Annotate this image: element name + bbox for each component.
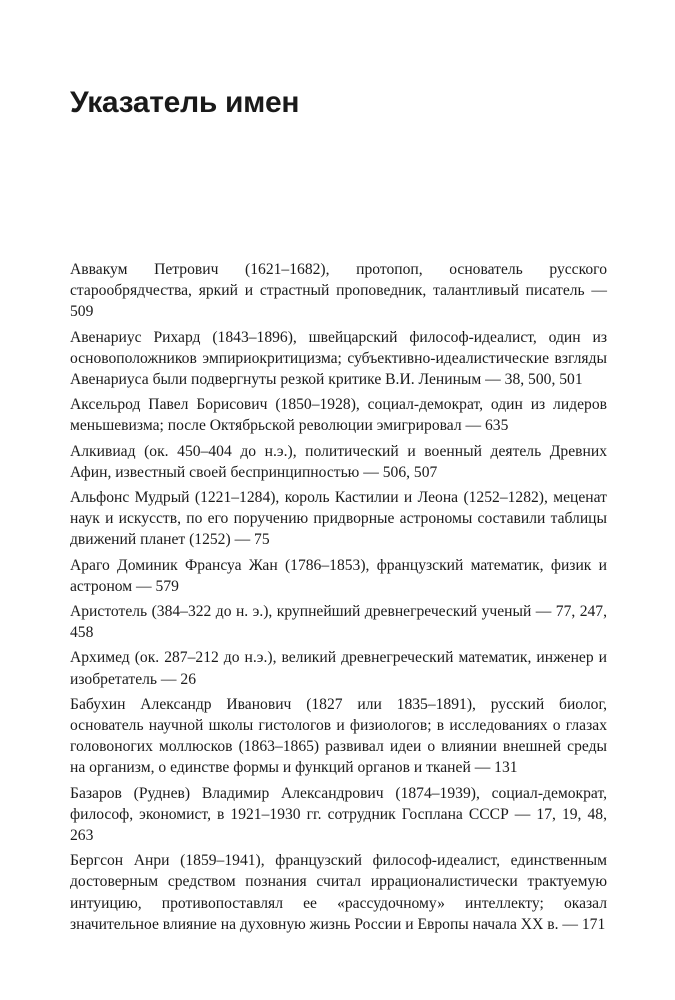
index-entry-arago: Араго Доминик Франсуа Жан (1786–1853), французский математик, физик и астроном — 579 [70, 556, 607, 595]
index-entry-bergson: Бергсон Анри (1859–1941), французский философ-идеалист, единственным достоверным средством познания считал иррационалистически трактуемую интуицию, противопоставлял ее «рассудочному» интеллекту; оказал значительное влияние на духовную жизнь России и Европы начала XX в. — 171 [70, 852, 607, 933]
index-entry-bazarov: Базаров (Руднев) Владимир Александрович (1874–1939), социал-демократ, философ, экономист, в 1921–1930 гг. сотрудник Госплана СССР — 17, 19, 48, 263 [70, 784, 607, 845]
index-entry-akselrod: Аксельрод Павел Борисович (1850–1928), социал-демократ, один из лидеров меньшевизма; после Октябрьской революции эмигрировал — 635 [70, 396, 607, 435]
index-entry-arkhimed: Архимед (ок. 287–212 до н.э.), великий древнегреческий математик, инженер и изобретатель — 26 [70, 649, 607, 688]
index-entry-alkiviad: Алкивиад (ок. 450–404 до н.э.), политический и военный деятель Древних Афин, известный своей беспринципностью — 506, 507 [70, 442, 607, 481]
index-entry-avenarius: Авенариус Рихард (1843–1896), швейцарский философ-идеалист, один из основоположников эмпириокритицизма; субъективно-идеалистические взгляды Авенариуса были подвергнуты резкой критике В.И. Лениным — 38, 500, 501 [70, 328, 607, 389]
index-page [70, 0, 607, 1000]
name-index-list [70, 259, 607, 939]
index-entry-babukhin: Бабухин Александр Иванович (1827 или 1835–1891), русский биолог, основатель научной школы гистологов и физиологов; в исследованиях о глазах головоногих моллюсков (1863–1865) развивал идеи о влиянии внешней среды на организм, о единстве формы и функций органов и тканей — 131 [70, 695, 607, 777]
index-entry-avvakum: Аввакум Петрович (1621–1682), протопоп, основатель русского старообрядчества, яркий и страстный проповедник, талантливый писатель — 509 [70, 261, 607, 321]
page-title: Указатель имен [70, 86, 300, 119]
index-entry-aristotel: Аристотель (384–322 до н. э.), крупнейший древнегреческий ученый — 77, 247, 458 [70, 603, 607, 642]
index-entry-alfons: Альфонс Мудрый (1221–1284), король Кастилии и Леона (1252–1282), меценат наук и искусств, по его поручению придворные астрономы составили таблицы движений планет (1252) — 75 [70, 489, 607, 549]
